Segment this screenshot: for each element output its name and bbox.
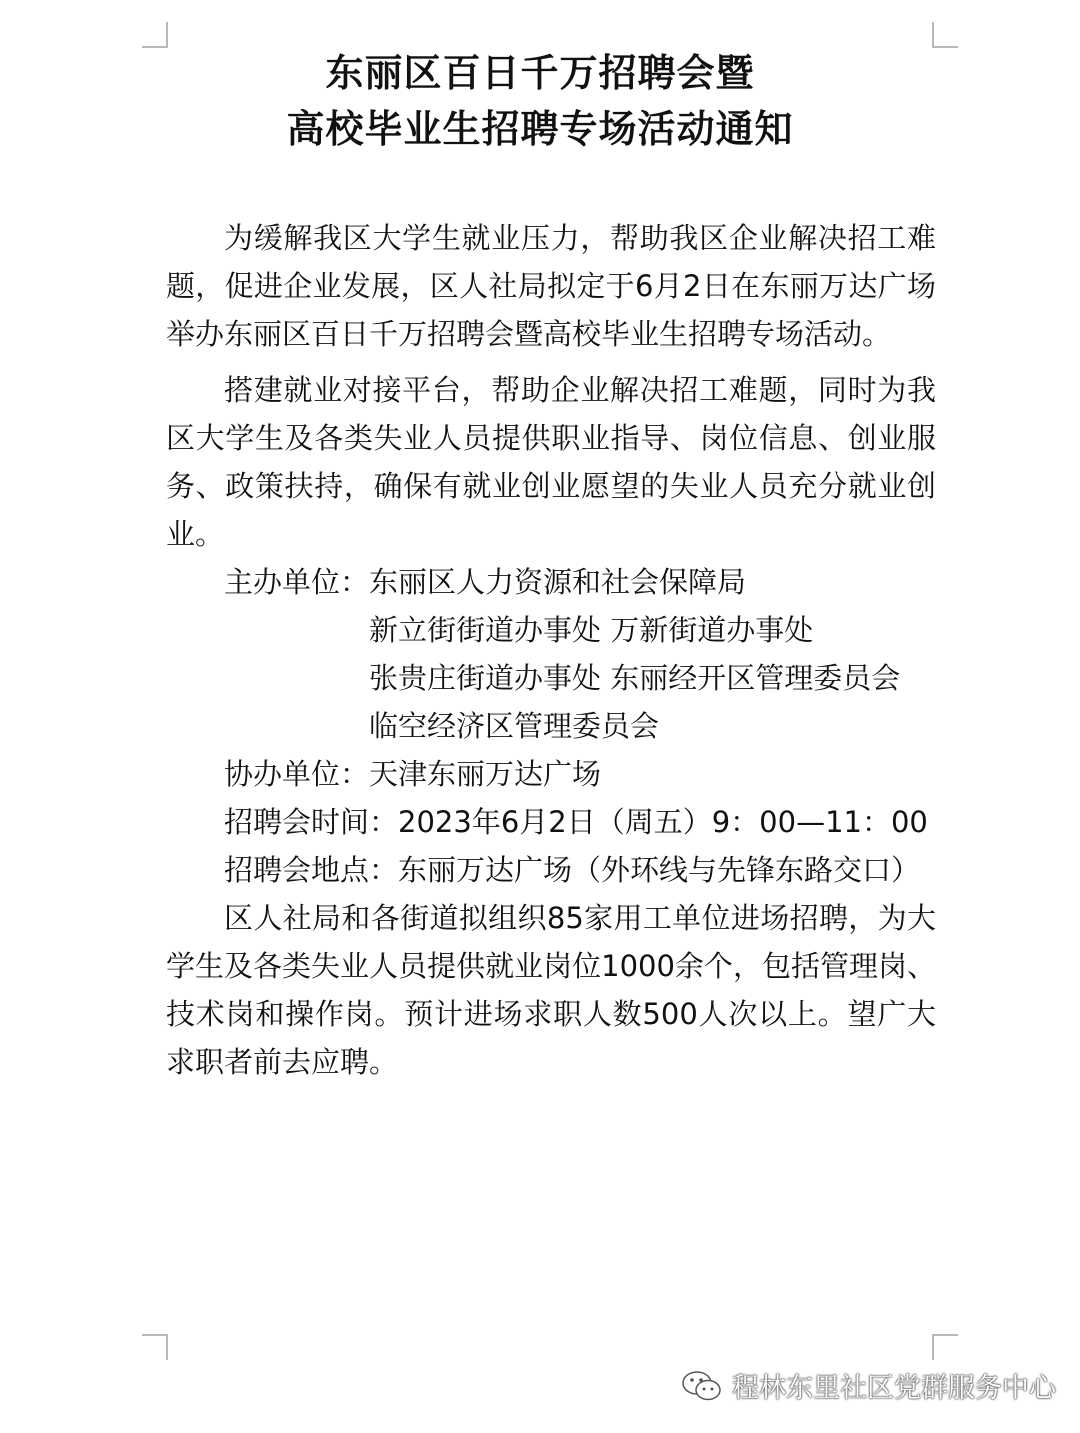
host-list	[369, 558, 900, 750]
time-label: 招聘会时间：	[224, 805, 399, 839]
fair-time	[224, 798, 936, 846]
host-unit: 东丽区人力资源和社会保障局	[369, 565, 747, 599]
place-value: 东丽万达广场（外环线与先锋东路交口）	[398, 853, 921, 887]
title-line-1: 东丽区百日千万招聘会暨	[325, 51, 755, 95]
paragraph-intro: 为缓解我区大学生就业压力，帮助我区企业解决招工难题，促进企业发展，区人社局拟定于6月2日在东丽万达广场举办东丽区百日千万招聘会暨高校毕业生招聘专场活动。	[166, 221, 936, 351]
host-label: 主办单位：	[224, 565, 370, 599]
co-organizer	[224, 750, 936, 798]
paragraph-purpose: 搭建就业对接平台，帮助企业解决招工难题，同时为我区大学生及各类失业人员提供职业指导、岗位信息、创业服务、政策扶持，确保有就业创业愿望的失业人员充分就业创业。	[166, 373, 936, 551]
crop-mark-bottom-right	[932, 1334, 958, 1360]
fair-location	[224, 846, 936, 894]
co-label: 协办单位：	[224, 757, 370, 791]
place-label: 招聘会地点：	[224, 853, 399, 887]
watermark	[680, 1366, 1056, 1405]
watermark-text: 程林东里社区党群服务中心	[732, 1373, 1056, 1404]
crop-mark-bottom-left	[142, 1334, 168, 1360]
document-title	[0, 45, 1080, 157]
host-unit: 临空经济区管理委员会	[369, 709, 660, 743]
host-unit: 张贵庄街道办事处 东丽经开区管理委员会	[369, 661, 901, 695]
title-line-2: 高校毕业生招聘专场活动通知	[286, 107, 794, 151]
document-body	[166, 214, 936, 1086]
paragraph-closing: 区人社局和各街道拟组织85家用工单位进场招聘，为大学生及各类失业人员提供就业岗位1000余个，包括管理岗、技术岗和操作岗。预计进场求职人数500人次以上。望广大求职者前去应聘。	[166, 901, 936, 1079]
host-units	[224, 558, 936, 750]
co-value: 天津东丽万达广场	[369, 757, 602, 791]
host-unit: 新立街街道办事处 万新街道办事处	[369, 613, 814, 647]
wechat-icon	[680, 1368, 724, 1404]
time-value: 2023年6月2日（周五）9：00—11：00	[398, 805, 928, 839]
